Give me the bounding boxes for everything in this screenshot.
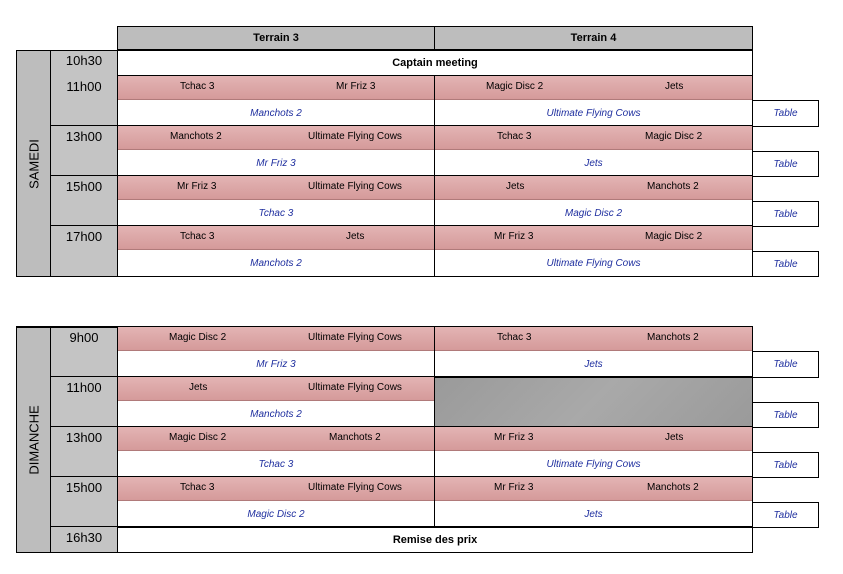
team-name: Mr Friz 3: [177, 181, 217, 192]
team-name: Tchac 3: [180, 482, 215, 493]
match-row: [118, 76, 434, 100]
team-name: Jets: [346, 231, 365, 242]
table-border: [50, 526, 753, 527]
referee-team: Mr Friz 3: [118, 150, 434, 176]
referee-team: Manchots 2: [118, 250, 434, 276]
time-cell: 15h00: [65, 179, 103, 194]
table-cell: Table: [752, 502, 819, 528]
match-row: [435, 477, 752, 501]
table-border: [434, 76, 435, 277]
referee-team: Jets: [435, 351, 752, 377]
team-name: Mr Friz 3: [336, 81, 376, 92]
referee-team: Ultimate Flying Cows: [435, 451, 752, 477]
time-cell: 16h30: [65, 530, 103, 545]
table-border: [434, 326, 435, 527]
team-name: Tchac 3: [180, 81, 215, 92]
table-border: [752, 326, 753, 553]
team-name: Ultimate Flying Cows: [308, 382, 402, 393]
table-border: [117, 50, 118, 277]
referee-team: Magic Disc 2: [118, 501, 434, 527]
day-label-text: SAMEDI: [26, 138, 41, 189]
match-row: [118, 176, 434, 200]
time-cell: 9h00: [69, 330, 99, 345]
referee-team: Magic Disc 2: [435, 200, 752, 226]
table-border: [50, 376, 753, 377]
table-cell: Table: [752, 351, 819, 378]
table-cell: Table: [752, 201, 819, 227]
table-border: [50, 175, 753, 176]
time-cell: 13h00: [65, 430, 103, 445]
day-label-dimanche: [16, 327, 51, 553]
day-label-text: DIMANCHE: [26, 405, 41, 475]
header-terrain-4: Terrain 4: [434, 26, 753, 50]
team-name: Magic Disc 2: [645, 231, 703, 242]
table-border: [16, 326, 753, 327]
match-row: [118, 226, 434, 250]
team-name: Mr Friz 3: [494, 432, 534, 443]
team-name: Mr Friz 3: [494, 482, 534, 493]
referee-team: Tchac 3: [118, 200, 434, 226]
referee-team: Ultimate Flying Cows: [435, 100, 752, 126]
table-cell: Table: [752, 402, 819, 428]
team-name: Jets: [189, 382, 208, 393]
table-cell: Table: [752, 100, 819, 127]
team-name: Jets: [506, 181, 525, 192]
match-row: [435, 226, 752, 250]
referee-team: Jets: [435, 150, 752, 176]
table-border: [752, 50, 753, 277]
table-cell: Table: [752, 151, 819, 177]
table-border: [50, 225, 753, 226]
time-cell: 10h30: [65, 53, 103, 68]
team-name: Manchots 2: [647, 482, 699, 493]
team-name: Manchots 2: [647, 181, 699, 192]
time-cell: 11h00: [66, 380, 102, 395]
match-row: [435, 427, 752, 451]
referee-team: Jets: [435, 501, 752, 527]
referee-team: Mr Friz 3: [118, 351, 434, 377]
team-name: Ultimate Flying Cows: [308, 181, 402, 192]
team-name: Jets: [665, 432, 684, 443]
team-name: Manchots 2: [647, 332, 699, 343]
match-row: [118, 327, 434, 351]
table-border: [50, 476, 753, 477]
team-name: Tchac 3: [497, 131, 532, 142]
referee-team: Ultimate Flying Cows: [435, 250, 752, 276]
unused-slot: [434, 377, 753, 428]
team-name: Mr Friz 3: [494, 231, 534, 242]
team-name: Manchots 2: [170, 131, 222, 142]
match-row: [435, 126, 752, 150]
team-name: Tchac 3: [497, 332, 532, 343]
header-terrain-3: Terrain 3: [117, 26, 435, 50]
table-border: [16, 276, 753, 277]
match-row: [118, 126, 434, 150]
match-row: [435, 176, 752, 200]
time-cell: 11h00: [66, 79, 102, 94]
prize-ceremony-cell: Remise des prix: [117, 527, 753, 553]
table-cell: Table: [752, 452, 819, 478]
team-name: Jets: [665, 81, 684, 92]
team-name: Ultimate Flying Cows: [308, 332, 402, 343]
time-cell: 15h00: [65, 480, 103, 495]
day-label-samedi: [16, 50, 51, 277]
team-name: Magic Disc 2: [486, 81, 544, 92]
referee-team: Manchots 2: [118, 401, 434, 427]
captain-meeting-cell: Captain meeting: [117, 50, 753, 76]
table-border: [117, 326, 118, 553]
table-cell: Table: [752, 251, 819, 277]
match-row: [118, 377, 434, 401]
team-name: Manchots 2: [329, 432, 381, 443]
team-name: Magic Disc 2: [645, 131, 703, 142]
table-border: [117, 75, 753, 76]
team-name: Ultimate Flying Cows: [308, 482, 402, 493]
team-name: Tchac 3: [180, 231, 215, 242]
table-border: [50, 426, 753, 427]
match-row: [435, 76, 752, 100]
table-border: [50, 125, 753, 126]
match-row: [118, 427, 434, 451]
referee-team: Manchots 2: [118, 100, 434, 126]
team-name: Ultimate Flying Cows: [308, 131, 402, 142]
match-row: [118, 477, 434, 501]
team-name: Magic Disc 2: [169, 432, 227, 443]
team-name: Magic Disc 2: [169, 332, 227, 343]
referee-team: Tchac 3: [118, 451, 434, 477]
time-cell: 17h00: [65, 229, 103, 244]
time-cell: 13h00: [65, 129, 103, 144]
match-row: [435, 327, 752, 351]
